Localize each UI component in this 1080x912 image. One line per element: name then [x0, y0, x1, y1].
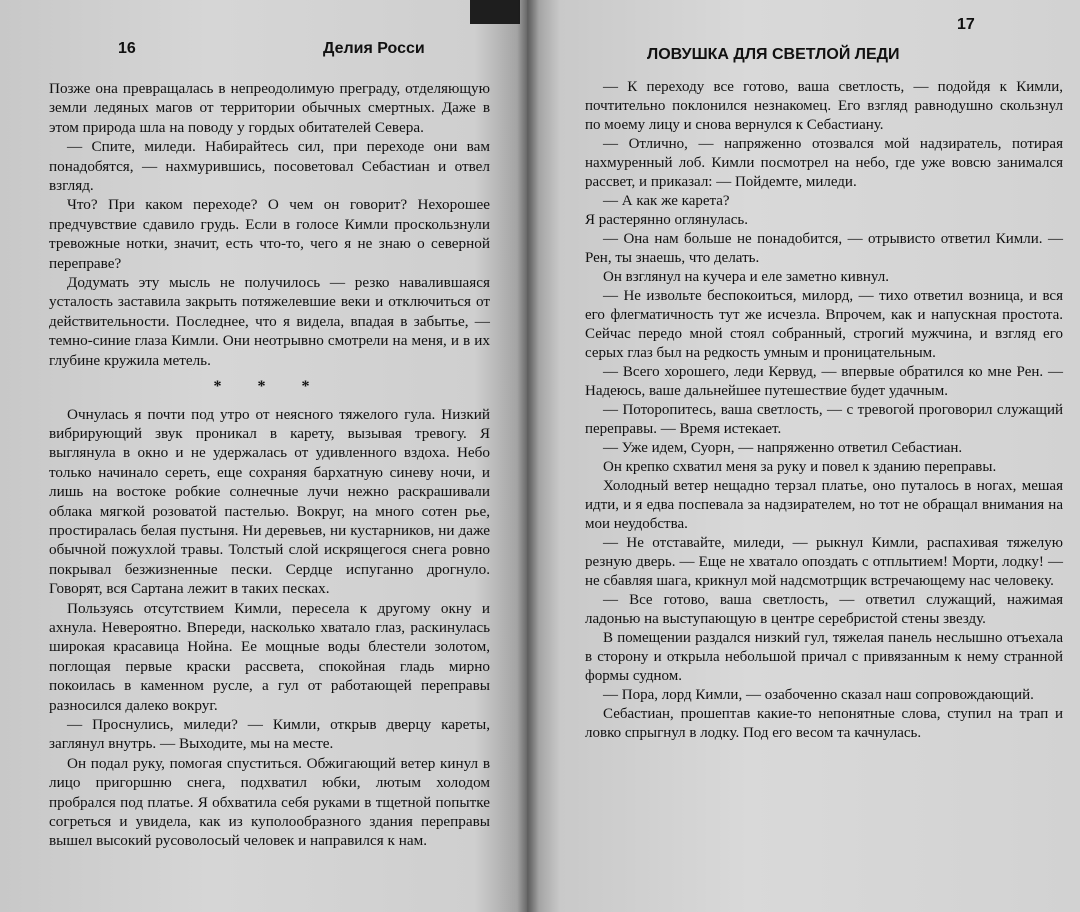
left-page-text [49, 79, 490, 851]
paragraph: Пользуясь отсутствием Кимли, пересела к другому окну и ахнула. Невероятно. Впереди, насколько хватало глаз, раскинулась широкая красавица Нойна. Ее мощные воды блестели золотом, поглощая первые краски рассвета, спокойная гладь мирно покоилась в каменном русле, а гул от работающей переправы разносился далеко вокруг. [49, 599, 490, 714]
paragraph: Додумать эту мысль не получилось — резко навалившаяся усталость заставила закрыть потяжелевшие веки и отключиться от действительности. Последнее, что я видела, впадая в забытье, — темно-синие глаза Кимли. Они неотрывно смотрели на меня, и в их глубине кружила метель. [49, 274, 490, 369]
paragraph: Очнулась я почти под утро от неясного тяжелого гула. Низкий вибрирующий звук проникал в карету, вызывая тревогу. Я выглянула в окно и не удержалась от удивленного вздоха. Небо только начинало сереть, еще сохраняя бархатную синеву ночи, и лишь на востоке робкие солнечные лучи нежно раскрашивали облака мягкой розоватой пастелью. Вокруг, на много сотен рье, простиралась белая пустыня. Ни деревьев, ни кустарников, ни даже обычной пожухлой травы. Толстый слой искрящегося снега ровно покрывал безжизненные пески. Сердце испуганно дрогнуло. Говорят, вся Сартана лежит в таких песках. [49, 405, 490, 598]
paragraph: — Все готово, ваша светлость, — ответил служащий, нажимая ладонью на выступающую в центре серебристой стены звезду. [585, 592, 1063, 627]
page-number: 17 [957, 16, 975, 33]
paragraph: — А как же карета? [603, 193, 730, 209]
paragraph: Что? При каком переходе? О чем он говорит? Нехорошее предчувствие сдавило грудь. Если в голосе Кимли проскользнули тревожные нотки, значит, есть что-то, чего я не знаю о северной переправе? [49, 196, 490, 272]
paragraph: — Проснулись, миледи? — Кимли, открыв дверцу кареты, заглянул внутрь. — Выходите, мы на месте. [49, 716, 490, 753]
paragraph: Позже она превращалась в непреодолимую преграду, отделяющую земли ледяных магов от территории обычных смертных. Даже в этом природа шла на поводу у гордых обитателей Севера. [49, 80, 490, 136]
paragraph: — Отлично, — напряженно отозвался мой надзиратель, потирая нахмуренный лоб. Кимли посмотрел на небо, где уже вовсю занимался рассвет, и приказал: — Пойдемте, миледи. [585, 136, 1063, 190]
running-header: Делия Росси [323, 40, 425, 57]
paragraph: — Не отставайте, миледи, — рыкнул Кимли, распахивая тяжелую резную дверь. — Еще не хватало опоздать с отплытием! Морти, лодку! — не сбавляя шага, крикнул мой надсмотрщик встречающему нас человеку. [585, 535, 1063, 589]
paragraph: — Поторопитесь, ваша светлость, — с тревогой проговорил служащий переправы. — Время истекает. [585, 402, 1063, 437]
paragraph: — Она нам больше не понадобится, — отрывисто ответил Кимли. — Рен, ты знаешь, что делать. [585, 231, 1063, 266]
dark-edge [470, 0, 520, 24]
paragraph: — Спите, миледи. Набирайтесь сил, при переходе они вам понадобятся, — нахмурившись, посоветовал Себастиан и отвел взгляд. [49, 138, 490, 195]
left-page [0, 0, 527, 912]
right-page-text [585, 78, 1063, 743]
paragraph: Он подал руку, помогая спуститься. Обжигающий ветер кинул в лицо пригоршню снега, подхватил юбки, лютым холодом пробрался под платье. Я обхватила себя руками в тщетной попытке согреться и увидела, как из куполообразного здания переправы вышел высокий русоволосый человек и направился к нам. [49, 754, 490, 850]
paragraph: Он крепко схватил меня за руку и повел к зданию переправы. [603, 459, 997, 475]
paragraph: Я растерянно оглянулась. [585, 212, 749, 228]
paragraph: — К переходу все готово, ваша светлость, — подойдя к Кимли, почтительно поклонился незнакомец. Его взгляд равнодушно скользнул по моему лицу и снова вернулся к Себастиану. [585, 79, 1063, 133]
right-page [527, 0, 1080, 912]
paragraph: — Уже идем, Суорн, — напряженно ответил Себастиан. [603, 440, 963, 456]
paragraph: Себастиан, прошептав какие-то непонятные слова, ступил на трап и ловко спрыгнул в лодку. Под его весом та качнулась. [585, 706, 1063, 741]
paragraph: — Пора, лорд Кимли, — озабоченно сказал наш сопровождающий. [603, 687, 1034, 703]
paragraph: — Не извольте беспокоиться, милорд, — тихо ответил возница, и вся его флегматичность тут же исчезла. Впрочем, как и напускная простота. Сейчас передо мной стоял собранный, строгий мужчина, и взгляд его серых глаз был на редкость умным и проницательным. [585, 288, 1063, 361]
paragraph: Он взглянул на кучера и еле заметно кивнул. [603, 269, 890, 285]
paragraph: В помещении раздался низкий гул, тяжелая панель неслышно отъехала в сторону и открыла небольшой причал с привязанным к нему странной формы судном. [585, 630, 1063, 684]
running-header: ЛОВУШКА ДЛЯ СВЕТЛОЙ ЛЕДИ [647, 46, 900, 63]
page-number: 16 [118, 40, 136, 57]
paragraph: — Всего хорошего, леди Кервуд, — впервые обратился ко мне Рен. — Надеюсь, ваше дальнейшее путешествие будет удачным. [585, 364, 1063, 399]
section-separator: * * * [213, 378, 326, 396]
paragraph: Холодный ветер нещадно терзал платье, оно путалось в ногах, мешая идти, и я едва поспевала за надзирателем, но тот не обращал внимания на мои неудобства. [585, 478, 1063, 532]
